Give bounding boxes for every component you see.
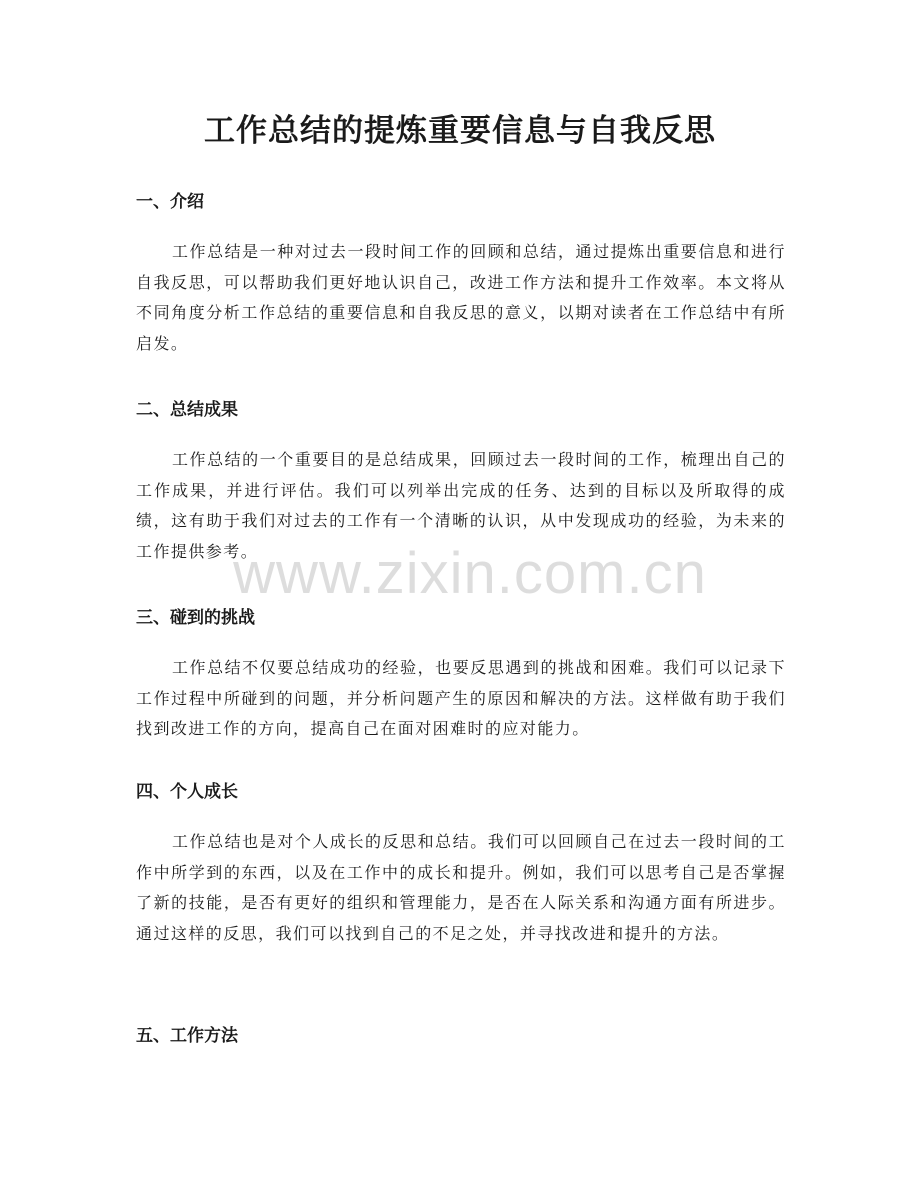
- section-paragraph-personal-growth: 工作总结也是对个人成长的反思和总结。我们可以回顾自己在过去一段时间的工作中所学到的东西，以及在工作中的成长和提升。例如，我们可以思考自己是否掌握了新的技能，是否有更好的组织和管理能力，是否在人际关系和沟通方面有所进步。通过这样的反思，我们可以找到自己的不足之处，并寻找改进和提升的方法。: [136, 832, 786, 943]
- section-paragraph-challenges: 工作总结不仅要总结成功的经验，也要反思遇到的挑战和困难。我们可以记录下工作过程中所碰到的问题，并分析问题产生的原因和解决的方法。这样做有助于我们找到改进工作的方向，提高自己在面对困难时的应对能力。: [136, 658, 786, 738]
- document-title: 工作总结的提炼重要信息与自我反思: [204, 113, 716, 149]
- section-heading-introduction: 一、介绍: [136, 192, 204, 212]
- watermark: www.zixin.com.cn: [233, 541, 707, 606]
- section-paragraph-results: 工作总结的一个重要目的是总结成果，回顾过去一段时间的工作，梳理出自己的工作成果，并进行评估。我们可以列举出完成的任务、达到的目标以及所取得的成绩，这有助于我们对过去的工作有一个清晰的认识，从中发现成功的经验，为未来的工作提供参考。: [136, 450, 786, 561]
- section-heading-personal-growth: 四、个人成长: [136, 782, 238, 802]
- section-heading-results: 二、总结成果: [136, 400, 238, 420]
- section-heading-challenges: 三、碰到的挑战: [136, 608, 255, 628]
- section-paragraph-introduction: 工作总结是一种对过去一段时间工作的回顾和总结，通过提炼出重要信息和进行自我反思，可以帮助我们更好地认识自己，改进工作方法和提升工作效率。本文将从不同角度分析工作总结的重要信息和自我反思的意义，以期对读者在工作总结中有所启发。: [136, 242, 786, 353]
- section-heading-work-methods: 五、工作方法: [136, 1026, 238, 1046]
